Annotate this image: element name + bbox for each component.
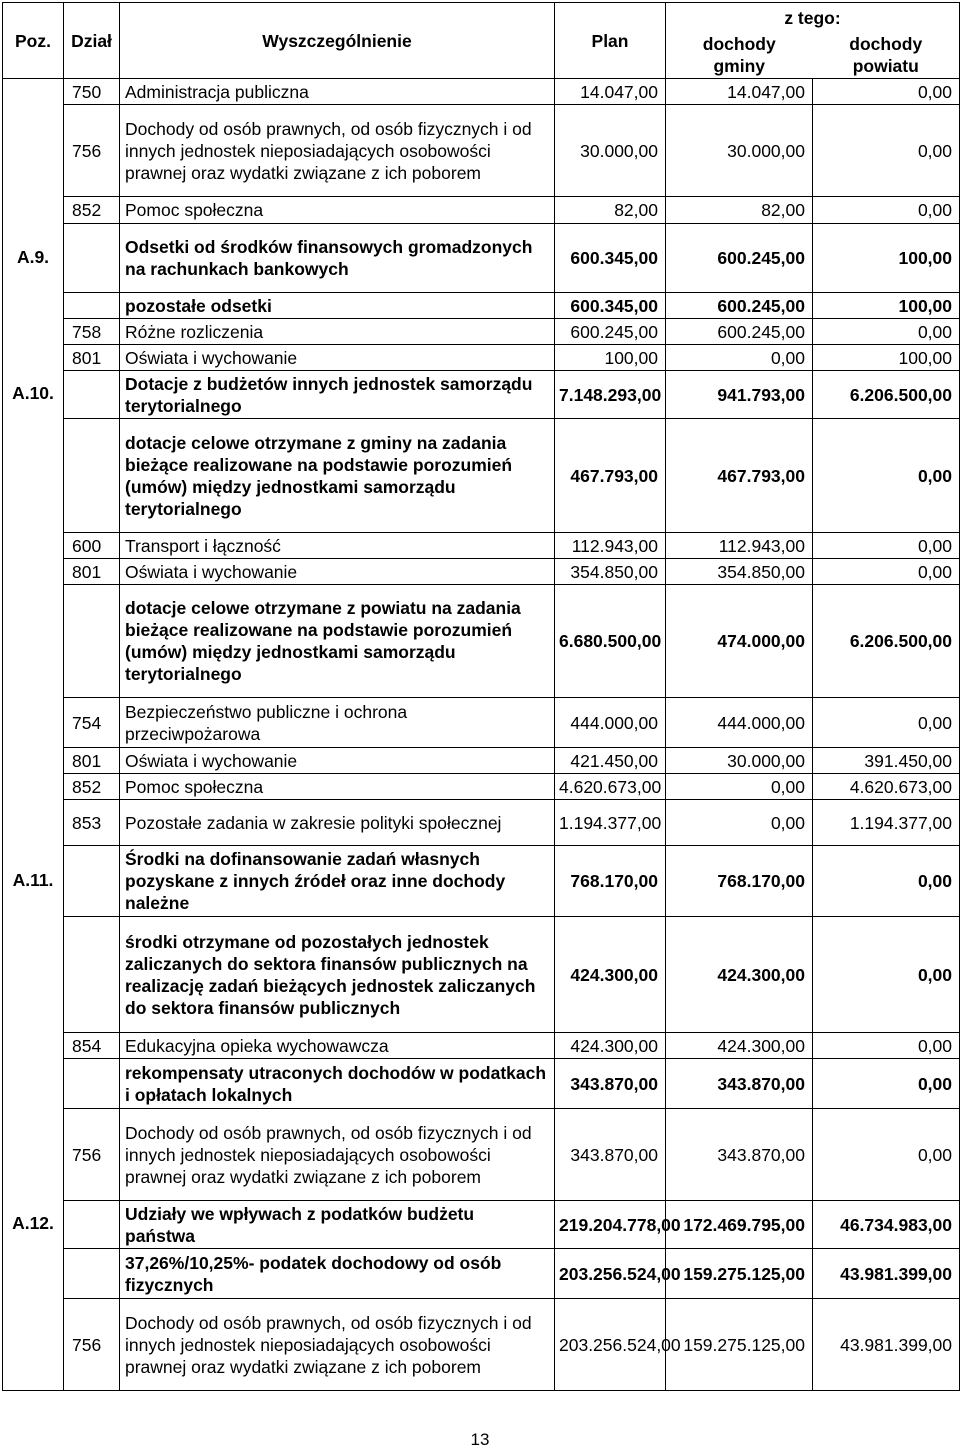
gminy-cell: 600.245,00 [666,293,813,319]
plan-cell: 343.870,00 [555,1109,666,1201]
dzial-cell: 754 [64,698,120,748]
powiatu-cell: 0,00 [813,846,960,917]
dzial-cell [64,1059,120,1109]
header-wyszczegolnienie: Wyszczególnienie [120,3,555,79]
dzial-cell: 801 [64,748,120,774]
desc-cell: Pozostałe zadania w zakresie polityki społecznej [120,800,555,846]
table-row [3,1109,960,1201]
dzial-cell: 854 [64,1033,120,1059]
powiatu-cell: 100,00 [813,293,960,319]
gminy-cell: 343.870,00 [666,1059,813,1109]
dzial-cell: 801 [64,559,120,585]
powiatu-cell: 1.194.377,00 [813,800,960,846]
dzial-cell [64,917,120,1033]
dzial-cell [64,1201,120,1249]
table-row [3,1201,960,1249]
page-number: 13 [470,1430,490,1449]
plan-cell: 4.620.673,00 [555,774,666,800]
gminy-cell: 600.245,00 [666,224,813,293]
table-row [3,774,960,800]
desc-cell: Pomoc społeczna [120,774,555,800]
budget-income-table [2,2,960,1391]
table-row [3,846,960,917]
plan-cell: 600.245,00 [555,319,666,345]
desc-cell: 37,26%/10,25%- podatek dochodowy od osób fizycznych [120,1249,555,1299]
table-row [3,1249,960,1299]
gminy-cell: 474.000,00 [666,585,813,698]
powiatu-cell: 0,00 [813,1109,960,1201]
dzial-cell: 801 [64,345,120,371]
gminy-cell: 112.943,00 [666,533,813,559]
desc-cell: Różne rozliczenia [120,319,555,345]
gminy-cell: 0,00 [666,345,813,371]
plan-cell: 424.300,00 [555,917,666,1033]
plan-cell: 768.170,00 [555,846,666,917]
gminy-cell: 768.170,00 [666,846,813,917]
powiatu-cell: 100,00 [813,224,960,293]
dzial-cell [64,846,120,917]
dzial-cell: 852 [64,774,120,800]
header-z-tego: z tego: [666,3,960,33]
dzial-cell: 756 [64,1299,120,1391]
desc-cell: Pomoc społeczna [120,197,555,224]
table-row [3,197,960,224]
header-poz: Poz. [3,3,64,79]
poz-cell-empty [3,79,64,224]
powiatu-cell: 4.620.673,00 [813,774,960,800]
table-row [3,748,960,774]
powiatu-cell: 0,00 [813,1059,960,1109]
table-row [3,79,960,105]
desc-cell: dotacje celowe otrzymane z gminy na zadania bieżące realizowane na podstawie porozumień (umów) między jednostkami samorządu terytorialnego [120,419,555,533]
table-row [3,371,960,419]
table-row [3,419,960,533]
table-row [3,917,960,1033]
gminy-cell: 941.793,00 [666,371,813,419]
plan-cell: 112.943,00 [555,533,666,559]
table-row [3,224,960,293]
table-row [3,1059,960,1109]
powiatu-cell: 0,00 [813,319,960,345]
poz-cell: A.12. [3,1201,64,1391]
table-row [3,293,960,319]
table-row [3,345,960,371]
plan-cell: 219.204.778,00 [555,1201,666,1249]
plan-cell: 203.256.524,00 [555,1299,666,1391]
plan-cell: 14.047,00 [555,79,666,105]
desc-cell: Oświata i wychowanie [120,748,555,774]
powiatu-cell: 6.206.500,00 [813,371,960,419]
plan-cell: 444.000,00 [555,698,666,748]
desc-cell: rekompensaty utraconych dochodów w podatkach i opłatach lokalnych [120,1059,555,1109]
powiatu-cell: 391.450,00 [813,748,960,774]
plan-cell: 82,00 [555,197,666,224]
plan-cell: 343.870,00 [555,1059,666,1109]
plan-cell: 467.793,00 [555,419,666,533]
desc-cell: Dotacje z budżetów innych jednostek samorządu terytorialnego [120,371,555,419]
desc-cell: Środki na dofinansowanie zadań własnych pozyskane z innych źródeł oraz inne dochody należne [120,846,555,917]
dzial-cell [64,1249,120,1299]
gminy-cell: 14.047,00 [666,79,813,105]
poz-cell: A.11. [3,846,64,1201]
table-row [3,800,960,846]
plan-cell: 1.194.377,00 [555,800,666,846]
powiatu-cell: 0,00 [813,1033,960,1059]
desc-cell: środki otrzymane od pozostałych jednostek zaliczanych do sektora finansów publicznych na realizację zadań bieżących jednostek zaliczanych do sektora finansów publicznych [120,917,555,1033]
desc-cell: dotacje celowe otrzymane z powiatu na zadania bieżące realizowane na podstawie porozumień (umów) między jednostkami samorządu terytorialnego [120,585,555,698]
poz-cell: A.9. [3,224,64,371]
dzial-cell: 758 [64,319,120,345]
desc-cell: Bezpieczeństwo publiczne i ochrona przeciwpożarowa [120,698,555,748]
table-row [3,1299,960,1391]
desc-cell: Dochody od osób prawnych, od osób fizycznych i od innych jednostek nieposiadających osobowości prawnej oraz wydatki związane z ich poborem [120,105,555,197]
desc-cell: Udziały we wpływach z podatków budżetu państwa [120,1201,555,1249]
desc-cell: pozostałe odsetki [120,293,555,319]
table-row [3,319,960,345]
dzial-cell: 852 [64,197,120,224]
poz-cell: A.10. [3,371,64,846]
gminy-cell: 424.300,00 [666,917,813,1033]
gminy-cell: 30.000,00 [666,105,813,197]
desc-cell: Oświata i wychowanie [120,345,555,371]
powiatu-cell: 0,00 [813,419,960,533]
plan-cell: 30.000,00 [555,105,666,197]
dzial-cell [64,585,120,698]
gminy-cell: 30.000,00 [666,748,813,774]
desc-cell: Oświata i wychowanie [120,559,555,585]
plan-cell: 6.680.500,00 [555,585,666,698]
powiatu-cell: 6.206.500,00 [813,585,960,698]
desc-cell: Administracja publiczna [120,79,555,105]
desc-cell: Dochody od osób prawnych, od osób fizycznych i od innych jednostek nieposiadających osobowości prawnej oraz wydatki związane z ich poborem [120,1299,555,1391]
gminy-cell: 172.469.795,00 [666,1201,813,1249]
gminy-cell: 343.870,00 [666,1109,813,1201]
table-row [3,585,960,698]
header-dzial: Dział [64,3,120,79]
dzial-cell: 853 [64,800,120,846]
powiatu-cell: 46.734.983,00 [813,1201,960,1249]
gminy-cell: 354.850,00 [666,559,813,585]
powiatu-cell: 0,00 [813,533,960,559]
plan-cell: 421.450,00 [555,748,666,774]
table-row [3,533,960,559]
header-plan: Plan [555,3,666,79]
plan-cell: 100,00 [555,345,666,371]
gminy-cell: 159.275.125,00 [666,1299,813,1391]
table-row [3,105,960,197]
desc-cell: Edukacyjna opieka wychowawcza [120,1033,555,1059]
table-row [3,559,960,585]
dzial-cell [64,419,120,533]
gminy-cell: 0,00 [666,774,813,800]
powiatu-cell: 0,00 [813,917,960,1033]
powiatu-cell: 43.981.399,00 [813,1299,960,1391]
desc-cell: Transport i łączność [120,533,555,559]
desc-cell: Odsetki od środków finansowych gromadzonych na rachunkach bankowych [120,224,555,293]
plan-cell: 600.345,00 [555,224,666,293]
gminy-cell: 159.275.125,00 [666,1249,813,1299]
plan-cell: 203.256.524,00 [555,1249,666,1299]
plan-cell: 424.300,00 [555,1033,666,1059]
powiatu-cell: 0,00 [813,79,960,105]
powiatu-cell: 43.981.399,00 [813,1249,960,1299]
powiatu-cell: 0,00 [813,105,960,197]
plan-cell: 600.345,00 [555,293,666,319]
plan-cell: 354.850,00 [555,559,666,585]
dzial-cell: 756 [64,105,120,197]
plan-cell: 7.148.293,00 [555,371,666,419]
powiatu-cell: 0,00 [813,559,960,585]
powiatu-cell: 100,00 [813,345,960,371]
dzial-cell [64,371,120,419]
powiatu-cell: 0,00 [813,197,960,224]
budget-table-container [2,2,959,1384]
desc-cell: Dochody od osób prawnych, od osób fizycznych i od innych jednostek nieposiadających osobowości prawnej oraz wydatki związane z ich poborem [120,1109,555,1201]
header-dochody-powiatu: dochody powiatu [813,33,960,79]
gminy-cell: 467.793,00 [666,419,813,533]
dzial-cell [64,224,120,293]
dzial-cell [64,293,120,319]
gminy-cell: 82,00 [666,197,813,224]
table-row [3,698,960,748]
table-row [3,1033,960,1059]
dzial-cell: 756 [64,1109,120,1201]
header-dochody-gminy: dochody gminy [666,33,813,79]
gminy-cell: 0,00 [666,800,813,846]
dzial-cell: 750 [64,79,120,105]
gminy-cell: 600.245,00 [666,319,813,345]
gminy-cell: 424.300,00 [666,1033,813,1059]
dzial-cell: 600 [64,533,120,559]
gminy-cell: 444.000,00 [666,698,813,748]
powiatu-cell: 0,00 [813,698,960,748]
